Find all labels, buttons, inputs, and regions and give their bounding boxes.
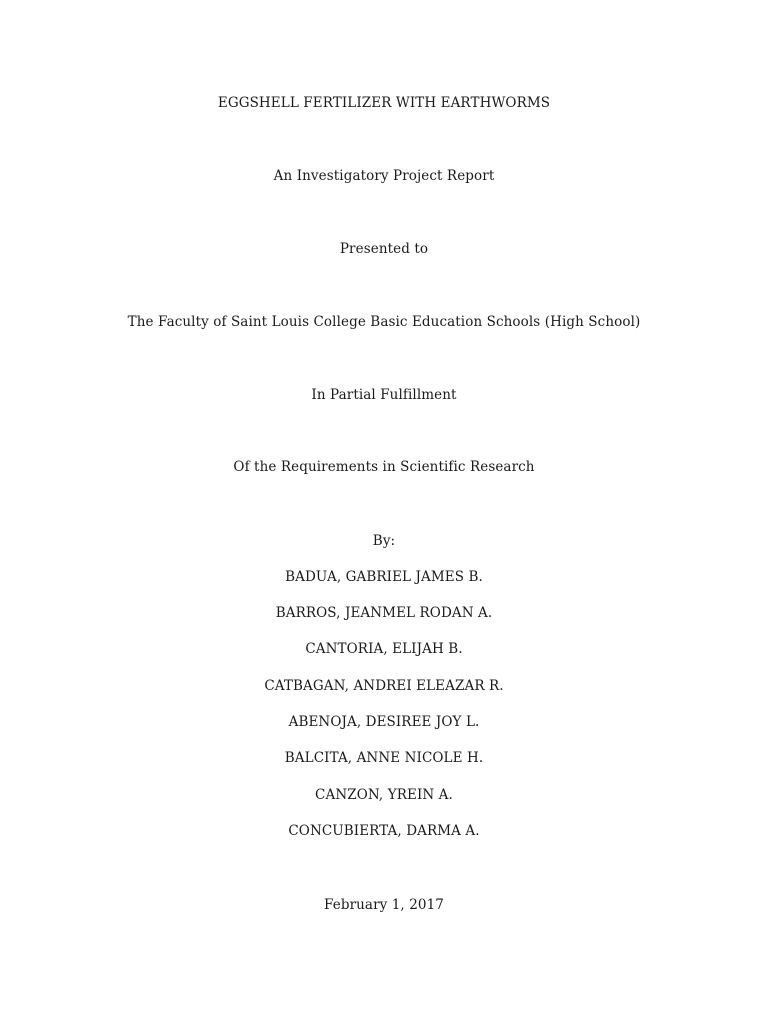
author-name: CATBAGAN, ANDREI ELEAZAR R.	[264, 678, 504, 694]
author-name: CANZON, YREIN A.	[315, 787, 453, 803]
author-name: ABENOJA, DESIREE JOY L.	[288, 714, 480, 730]
presented-to-label: Presented to	[339, 241, 429, 257]
document-date: February 1, 2017	[324, 897, 444, 913]
requirements-line: Of the Requirements in Scientific Research	[233, 459, 535, 475]
author-name: CANTORIA, ELIJAH B.	[305, 641, 463, 657]
institution-name: The Faculty of Saint Louis College Basic Education Schools (High School)	[127, 314, 641, 330]
by-label: By:	[372, 533, 396, 549]
author-name: CONCUBIERTA, DARMA A.	[288, 823, 480, 839]
fulfillment-line: In Partial Fulfillment	[311, 387, 457, 403]
document-subtitle: An Investigatory Project Report	[273, 168, 495, 184]
document-title: EGGSHELL FERTILIZER WITH EARTHWORMS	[217, 95, 551, 111]
author-name: BALCITA, ANNE NICOLE H.	[284, 750, 484, 766]
author-name: BADUA, GABRIEL JAMES B.	[285, 569, 483, 585]
author-name: BARROS, JEANMEL RODAN A.	[275, 605, 493, 621]
